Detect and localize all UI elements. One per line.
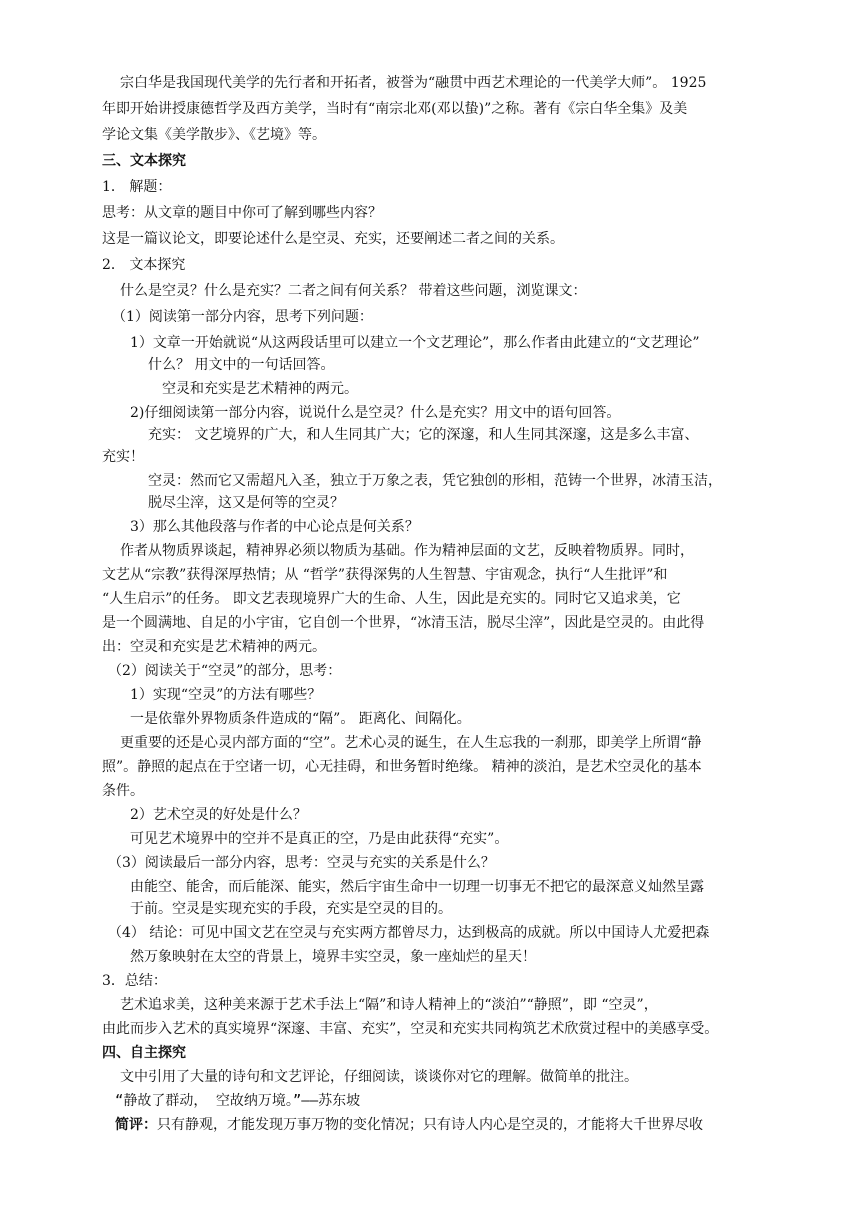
paragraph-line: 1． 解题： xyxy=(102,179,172,195)
paragraph-line: 什么？ 用文中的一句话回答。 xyxy=(148,357,335,373)
paragraph-line xyxy=(115,1117,703,1133)
paragraph-line: 出：空灵和充实是艺术精神的两元。 xyxy=(102,639,326,655)
paragraph-line: （1）阅读第一部分内容，思考下列问题： xyxy=(112,309,373,325)
paragraph-line: 文中引用了大量的诗句和文艺评论，仔细阅读，谈谈你对它的理解。做简单的批注。 xyxy=(120,1069,638,1085)
paragraph-line: 文艺从“宗教”获得深厚热情；从 “哲学”获得深隽的人生智慧、宇宙观念，执行“人生批评”和 xyxy=(102,567,668,583)
paragraph-line: （3）阅读最后一部分内容，思考：空灵与充实的关系是什么？ xyxy=(108,855,495,871)
paragraph-line: 由此而步入艺术的真实境界“深邃、丰富、充实”，空灵和充实共同构筑艺术欣赏过程中的美感享受。 xyxy=(102,1021,719,1037)
paragraph-line: 思考：从文章的题目中你可了解到哪些内容？ xyxy=(102,205,382,221)
paragraph-line: 脱尽尘滓，这又是何等的空灵？ xyxy=(148,495,344,511)
paragraph-line: （2）阅读关于“空灵”的部分，思考： xyxy=(108,663,342,679)
paragraph-line: 年即开始讲授康德哲学及西方美学，当时有“南宗北邓(邓以蛰)”之称。著有《宗白华全集》及美 xyxy=(102,101,688,117)
paragraph-line: 空灵：然而它又需超凡入圣，独立于万象之表，凭它独创的形相，范铸一个世界，冰清玉洁， xyxy=(148,473,722,489)
paragraph-line: 是一个圆满地、自足的小宇宙，它自创一个世界，“冰清玉洁，脱尽尘滓”，因此是空灵的。由此得 xyxy=(102,615,705,631)
paragraph-line: 2）艺术空灵的好处是什么？ xyxy=(130,807,307,823)
section-heading: 四、自主探究 xyxy=(102,1045,186,1061)
paragraph-line: 照”。静照的起点在于空诸一切，心无挂碍，和世务暂时绝缘。 精神的淡泊，是艺术空灵化的基本 xyxy=(102,759,702,775)
paragraph-line: 一是依靠外界物质条件造成的“隔”。 距离化、间隔化。 xyxy=(130,711,471,727)
quote-line: “静故了群动， 空故纳万境。”——苏东坡 xyxy=(115,1093,361,1109)
paragraph-line: 可见艺术境界中的空并不是真正的空，乃是由此获得“充实”。 xyxy=(130,831,509,847)
paragraph-line: 什么是空灵？什么是充实？二者之间有何关系？ 带着这些问题，浏览课文： xyxy=(120,283,587,299)
paragraph-line: 学论文集《美学散步》、《艺境》等。 xyxy=(102,127,326,143)
comment-text: 只有静观，才能发现万事万物的变化情况；只有诗人内心是空灵的，才能将大千世界尽收 xyxy=(157,1117,703,1133)
paragraph-line: 2． 文本探究 xyxy=(102,257,186,273)
paragraph-line: 空灵和充实是艺术精神的两元。 xyxy=(162,381,358,397)
section-heading: 三、文本探究 xyxy=(102,153,186,169)
paragraph-line: 由能空、能舍，而后能深、能实，然后宇宙生命中一切理一切事无不把它的最深意义灿然呈露 xyxy=(130,879,704,895)
paragraph-line: （4） 结论：可见中国文艺在空灵与充实两方都曾尽力，达到极高的成就。所以中国诗人尤爱把森 xyxy=(108,925,710,941)
paragraph-line: 3．总结： xyxy=(102,973,167,989)
paragraph-line: “人生启示”的任务。 即文艺表现境界广大的生命、人生，因此是充实的。同时它又追求美，它 xyxy=(102,591,681,607)
paragraph-line: 充实： 文艺境界的广大，和人生同其广大；它的深邃，和人生同其深邃，这是多么丰富、 xyxy=(148,427,699,443)
paragraph-line: 这是一篇议论文，即要论述什么是空灵、充实，还要阐述二者之间的关系。 xyxy=(102,231,564,247)
paragraph-line: 于前。空灵是实现充实的手段，充实是空灵的目的。 xyxy=(130,901,452,917)
paragraph-line: 艺术追求美，这种美来源于艺术手法上“隔”和诗人精神上的“淡泊”“静照”，即 “空灵”， xyxy=(120,997,658,1013)
paragraph-line: 然万象映射在太空的背景上，境界丰实空灵，象一座灿烂的星天！ xyxy=(130,949,536,965)
paragraph-line: 宗白华是我国现代美学的先行者和开拓者，被誉为“融贯中西艺术理论的一代美学大师”。 1925 xyxy=(120,75,707,91)
paragraph-line: 作者从物质界谈起，精神界必须以物质为基础。作为精神层面的文艺，反映着物质界。同时， xyxy=(120,543,694,559)
paragraph-line: 1）实现“空灵”的方法有哪些？ xyxy=(130,687,322,703)
paragraph-line: 2)仔细阅读第一部分内容，说说什么是空灵？什么是充实？用文中的语句回答。 xyxy=(130,405,621,421)
comment-label: 简评： xyxy=(115,1117,157,1133)
paragraph-line: 条件。 xyxy=(102,783,144,799)
paragraph-line: 1）文章一开始就说“从这两段话里可以建立一个文艺理论”，那么作者由此建立的“文艺理论” xyxy=(130,335,700,351)
paragraph-line: 3）那么其他段落与作者的中心论点是何关系？ xyxy=(130,519,419,535)
paragraph-line: 更重要的还是心灵内部方面的“空”。艺术心灵的诞生，在人生忘我的一刹那，即美学上所谓“静 xyxy=(120,735,702,751)
paragraph-line: 充实！ xyxy=(102,449,144,465)
